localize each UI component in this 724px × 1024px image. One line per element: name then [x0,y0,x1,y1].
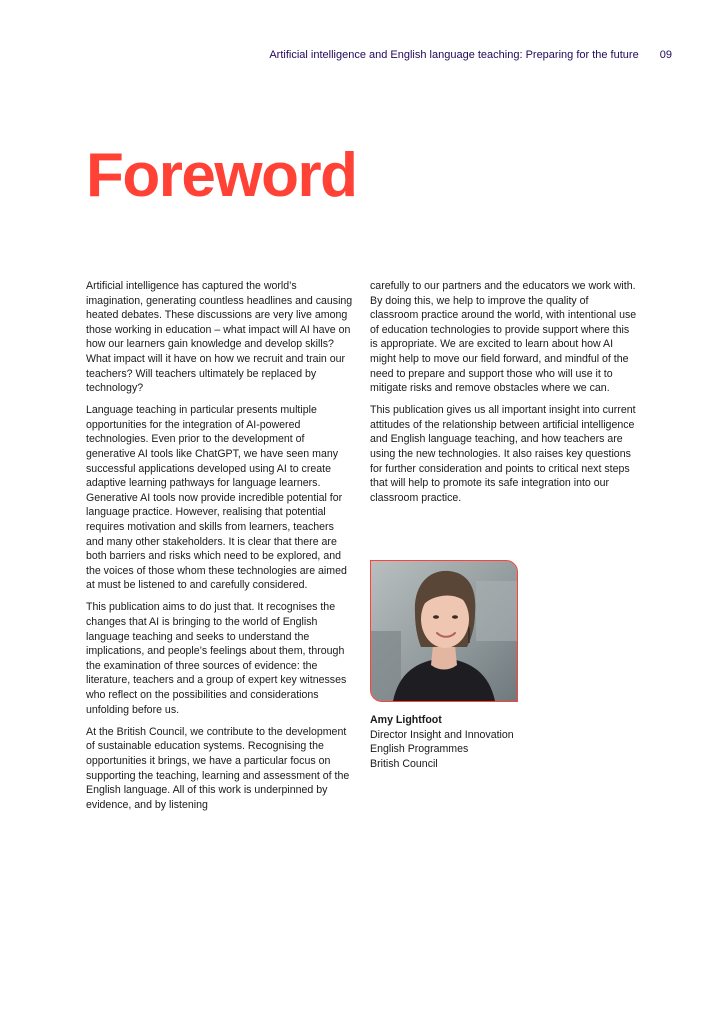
paragraph: carefully to our partners and the educators we work with. By doing this, we help to improve the quality of classroom practice around the world, with intentional use of education technologies to provide support where this is appropriate. We are excited to learn about how AI might help to move our field forward, and mindful of the need to prepare and support those who will use it to mitigate risks and remove obstacles where we can. [370,280,637,395]
right-column [370,279,638,513]
author-role: Director Insight and Innovation [370,728,514,741]
running-title: Artificial intelligence and English language teaching: Preparing for the future [269,49,639,61]
portrait-illustration [371,561,517,701]
page-number: 09 [659,49,672,61]
paragraph: This publication aims to do just that. It recognises the changes that AI is bringing to the world of English language teaching and seeks to understand the implications, and people’s feelings about them, through the examination of three sources of evidence: the literature, teachers and a group of expert key witnesses who reflect on the possibilities and considerations unfolding before us. [86,601,347,716]
paragraph: Artificial intelligence has captured the world’s imagination, generating countless headlines and causing heated debates. These discussions are very live among those working in education – what impact will AI have on how our learners gain knowledge and develop skills? What impact will it have on how we recruit and train our teachers? Will teachers ultimately be replaced by technology? [86,280,353,395]
page-title: Foreword [86,141,357,210]
author-name: Amy Lightfoot [370,714,442,726]
author-portrait [370,560,518,702]
left-column [86,279,354,820]
paragraph: At the British Council, we contribute to the development of sustainable education systems. Recognising the opportunities it brings, we have a particular focus on supporting the teaching, learning and assessment of the English language. All of this work is underpinned by evidence, and by listening [86,725,350,811]
paragraph: Language teaching in particular presents multiple opportunities for the integration of AI-powered technologies. Even prior to the development of generative AI tools like ChatGPT, we have seen many successful applications developed using AI to create adaptive learning pathways for language learners. Generative AI tools now provide incredible potential for language practice. However, realising that potential requires motivation and skills from learners, teachers and many other stakeholders. It is clear that there are both barriers and risks which need to be explored, and the voices of those whom these technologies are aimed at must be listened to and carefully considered. [86,404,347,592]
author-department: English Programmes [370,743,469,756]
paragraph: This publication gives us all important insight into current attitudes of the relationship between artificial intelligence and English language teaching, and how teachers are using the new technologies. It also raises key questions for further consideration and points to critical next steps that will help to promote its safe integration into our classroom practice. [370,404,636,504]
author-signature [370,713,514,771]
author-organisation: British Council [370,757,438,770]
running-header [269,49,672,61]
